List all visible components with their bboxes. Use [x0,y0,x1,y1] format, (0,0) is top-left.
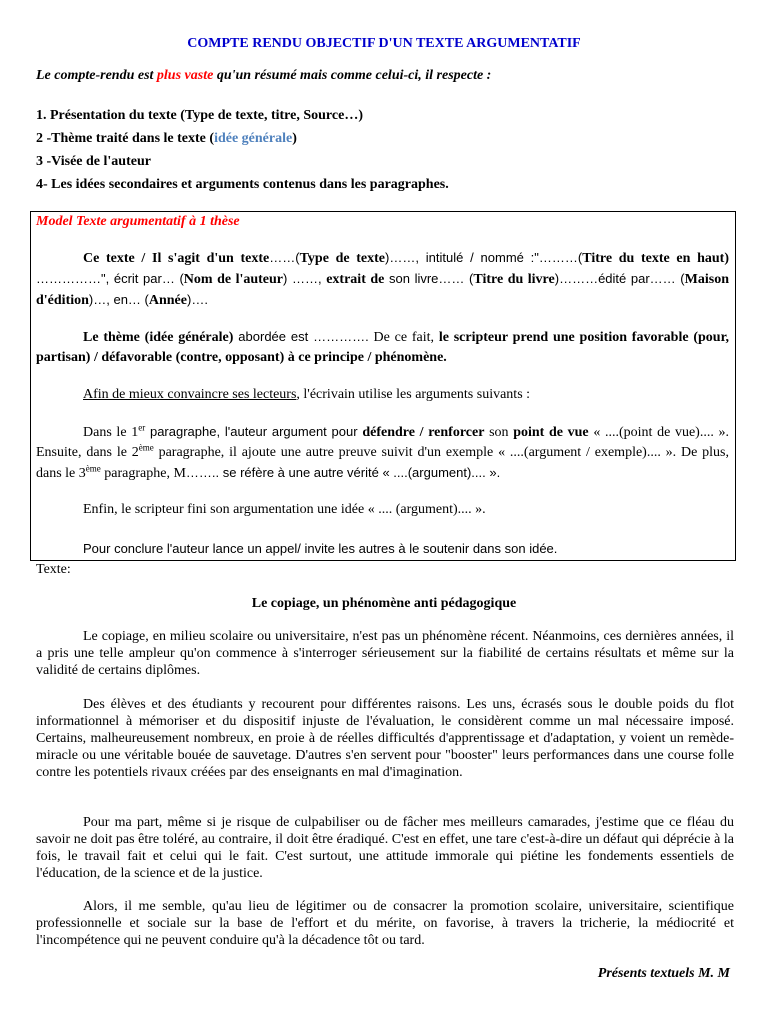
requirement-2 [36,129,736,152]
p4-a: Dans le 1 [83,425,139,440]
text-paragraph-1 [36,628,734,679]
p3-rest: , l'écrivain utilise les arguments suivants : [296,387,531,402]
requirement-2-highlight: idée générale [214,131,293,146]
p1-f: ……………", écrit par… ( [36,271,184,286]
text-paragraph-2 [36,696,734,781]
p4-a-sup: er [138,422,146,433]
model-paragraph-presentation [36,248,729,311]
model-box [30,211,736,561]
p1-c: Type de texte [299,251,386,266]
p2-a: Le thème (idée générale) [83,330,234,345]
p4-f-sup: ème [138,442,154,453]
p2-c: De ce fait, [368,330,439,345]
signature: Présents textuels M. M [597,966,730,981]
p4-d: son [484,425,514,440]
p1-p: )…. [187,292,208,307]
p1-e: Titre du texte en haut) [582,251,729,266]
requirement-4: 4- Les idées secondaires et arguments contenus dans les paragraphes. [36,177,449,192]
text-paragraph-2-content: Des élèves et des étudiants y recourent pour différentes raisons. Les uns, écrasés sous le double poids du flot informationnel à mémoriser et du dispositif injuste de l'évaluation, le considèrent comme un mal nécessaire imposé. Certains, malheureusement nombreux, en proie à de réelles difficultés d'apprentissage et d'adaptation, y voient un remède-miracle ou une véritable bouée de sauvetage. D'autres s'en servent pour "booster" leurs performances dans une course folle contre les potentiels rivaux créées par des enseignants en mal d'imagination. [36,697,734,780]
p1-j: son livre…… ( [384,271,474,286]
intro-before: Le compte-rendu est [36,68,157,83]
p4-e: point de vue [513,425,589,440]
requirement-2-close: ) [292,131,297,146]
text-paragraph-3-content: Pour ma part, même si je risque de culpabiliser ou de fâcher mes meilleurs camarades, j'estime que ce fléau du savoir ne doit pas être toléré, au contraire, il doit être éradiqué. C'est en effet, une tare c'est-à-dire un défaut qui déprécie à la fois, le travail fait et celui qui le fait. C'est surtout, une attitude immorale qui piétine les fondements essentiels de l'éducation, de la science et de la justice. [36,815,734,881]
model-paragraph-arguments [36,422,729,484]
requirement-3: 3 -Visée de l'auteur [36,154,151,169]
requirement-1: 1. Présentation du texte (Type de texte, titre, Source…) [36,108,363,123]
model-title: Model Texte argumentatif à 1 thèse [36,214,240,229]
requirement-2-text: 2 -Thème traité dans le texte ( [36,131,215,146]
p3-underlined: Afin de mieux convaincre ses lecteurs [83,387,297,402]
intro-sentence [36,68,491,84]
p1-g: Nom de l'auteur [183,272,284,287]
p4-g: paragraphe, il ajoute une autre preuve suivit d'un exemple « ....(argument / exemple).... ». De plus, dans le 3 [36,445,729,481]
p4-f: « ....(point de vue).... ». Ensuite, dans le 2 [36,425,729,460]
p2-b: abordée est …………. [233,329,369,344]
texte-label: Texte: [36,562,71,577]
p4-h: paragraphe, M [100,466,186,481]
p1-h: ) ……, [283,271,327,286]
text-paragraph-4 [36,898,734,949]
p4-i: …….. se réfère à une autre vérité « ....(argument).... ». [185,465,501,480]
model-paragraph-theme [36,327,729,368]
model-paragraph-conclusion-2 [36,539,729,559]
p4-c: défendre / renforcer [362,425,485,440]
intro-highlight: plus vaste [156,68,214,83]
p1-b: ……( [269,250,300,265]
p2-d: le scripteur prend une position favorable (pour, partisan) / défavorable (contre, opposant) à ce principe / phénomène. [36,330,729,365]
p5-text: Enfin, le scripteur fini son argumentation une idée « .... (argument).... ». [83,502,486,517]
document-title: COMPTE RENDU OBJECTIF D'UN TEXTE ARGUMENTATIF [187,36,581,51]
p1-i: extrait de [326,272,385,287]
p1-n: )…, en… ( [88,292,149,307]
p1-a: Ce texte / Il s'agit d'un texte [83,251,270,266]
requirements-list [36,106,736,198]
p1-m: Maison d'édition [36,272,729,308]
model-paragraph-conclusion-1 [36,500,729,520]
p6-text: Pour conclure l'auteur lance un appel/ invite les autres à le soutenir dans son idée. [83,541,558,556]
p1-o: Année [148,293,187,308]
text-paragraph-1-content: Le copiage, en milieu scolaire ou universitaire, n'est pas un phénomène récent. Néanmoins, ces dernières années, il a pris une telle ampleur qu'on commence à s'interroger sérieusement sur la fiabilité de certains résultats et même sur la validité de certains diplômes. [36,629,734,678]
model-paragraph-arguments-intro [36,385,729,405]
text-paragraph-4-content: Alors, il me semble, qu'au lieu de légitimer ou de consacrer la promotion scolaire, universitaire, scientifique professionnelle et sociale sur la base de l'effort et du mérite, on favorise, à travers la tricherie, la médiocrité et l'incompétence qui ne peuvent conduire qu'à la décadence tôt ou tard. [36,899,734,948]
text-paragraph-3 [36,814,734,882]
p4-g-sup: ème [85,463,101,474]
intro-after: qu'un résumé mais comme celui-ci, il respecte : [213,68,492,83]
p4-b: paragraphe, l'auteur argument pour [145,424,363,439]
p1-k: Titre du livre [473,272,555,287]
p1-l: )………édité par…… ( [554,271,685,286]
text-title: Le copiage, un phénomène anti pédagogique [251,596,517,611]
p1-d: )……, intitulé / nommé :"………( [385,250,583,265]
